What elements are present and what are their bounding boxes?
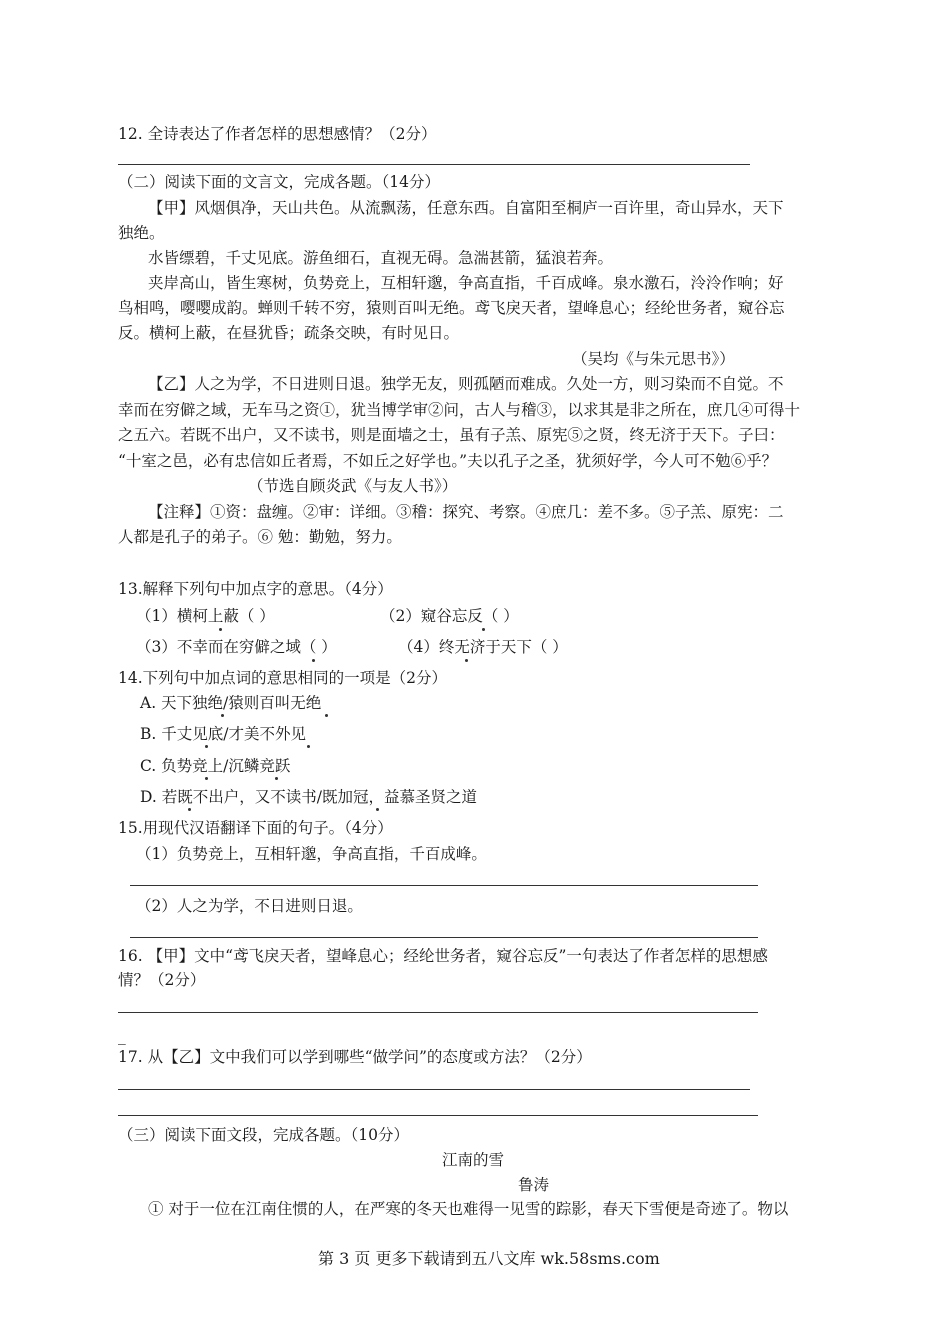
article-paragraph: ① 对于一位在江南住惯的人，在严寒的冬天也难得一见雪的踪影，春天下雪便是奇迹了。物以 (148, 1200, 789, 1218)
question-13-stem: 13.解释下列句中加点字的意思。（4分） (118, 580, 393, 598)
q13-item-2: （2）窥谷忘反（ ） (380, 607, 519, 625)
jia-line: 独绝。 (118, 224, 165, 242)
q13-item-4: （4）终无济于天下（ ） (398, 638, 568, 656)
emphasis-dot (312, 659, 315, 662)
answer-line (118, 1012, 758, 1013)
question-15-stem: 15.用现代汉语翻译下面的句子。（4分） (118, 819, 393, 837)
yi-line: “十室之邑，必有忠信如丘者焉，不如丘之好学也。”夫以孔子之圣，犹须好学，今人可不勉⑥乎？ (118, 452, 778, 470)
article-title: 江南的雪 (442, 1151, 505, 1169)
q14-option-b: B. 千丈见底/才美不外见 (140, 725, 306, 743)
yi-line: 幸而在穷僻之域，无车马之资①，犹当博学审②问，古人与稽③，以求其是非之所在，庶几④可得十 (118, 401, 801, 419)
yi-line: 之五六。若既不出户，又不读书，则是面墙之士，虽有子羔、原宪⑤之贤，终无济于天下。子曰： (118, 426, 785, 444)
yi-line: 【乙】人之为学，不日进则日退。独学无友，则孤陋而难成。久处一方，则习染而不自觉。不 (148, 375, 784, 393)
jia-source: （吴均《与朱元思书》） (572, 350, 735, 368)
emphasis-dot (482, 628, 485, 631)
question-17: 17. 从【乙】文中我们可以学到哪些“做学问”的态度或方法？（2分） (118, 1048, 592, 1066)
notes-line: 【注释】①资：盘缠。②审：详细。③稽：探究、考察。④庶几：差不多。⑤子羔、原宪：二 (148, 503, 784, 521)
answer-line (130, 937, 758, 938)
article-author: 鲁涛 (518, 1176, 550, 1194)
q13-item-3: （3）不幸而在穷僻之域（ ） (136, 638, 337, 656)
q15-sentence-1: （1）负势竞上，互相轩邈，争高直指，千百成峰。 (136, 845, 487, 863)
answer-line (118, 164, 750, 165)
q14-option-d: D. 若既不出户，又不读书/既加冠，益慕圣贤之道 (140, 788, 477, 806)
question-12: 12. 全诗表达了作者怎样的思想感情？（2分） (118, 125, 437, 143)
jia-line: 【甲】风烟俱净，天山共色。从流飘荡，任意东西。自富阳至桐庐一百许里，奇山异水，天下 (148, 199, 784, 217)
emphasis-dot (188, 808, 191, 811)
q14-option-c: C. 负势竞上/沉鳞竞跃 (140, 757, 291, 775)
jia-line: 鸟相鸣，嘤嘤成韵。蝉则千转不穷，猿则百叫无绝。鸢飞戾天者，望峰息心；经纶世务者，窥谷忘 (118, 299, 785, 317)
question-16-cont: 情？（2分） (118, 971, 206, 989)
notes-line: 人都是孔子的弟子。⑥ 勉：勤勉，努力。 (118, 528, 402, 546)
section-2-heading: （二）阅读下面的文言文，完成各题。（14分） (118, 173, 440, 191)
emphasis-dot (219, 628, 222, 631)
emphasis-dot (221, 714, 224, 717)
yi-source: （节选自顾炎武《与友人书》） (248, 477, 458, 495)
question-14-stem: 14.下列句中加点词的意思相同的一项是（2分） (118, 669, 448, 687)
q15-sentence-2: （2）人之为学，不日进则日退。 (136, 897, 363, 915)
emphasis-dot (275, 777, 278, 780)
page-footer: 第 3 页 更多下载请到五八文库 wk.58sms.com (318, 1249, 660, 1268)
answer-line (130, 885, 758, 886)
q14-option-a: A. 天下独绝/猿则百叫无绝 (140, 694, 322, 712)
jia-line: 夹岸高山，皆生寒树，负势竞上，互相轩邈，争高直指，千百成峰。泉水激石，泠泠作响；好 (148, 274, 784, 292)
emphasis-dot (465, 659, 468, 662)
jia-line: 水皆缥碧，千丈见底。游鱼细石，直视无碍。急湍甚箭，猛浪若奔。 (148, 249, 614, 267)
emphasis-dot (307, 745, 310, 748)
stray-underscore: _ (118, 1027, 126, 1045)
answer-line (118, 1089, 750, 1090)
emphasis-dot (376, 808, 379, 811)
emphasis-dot (205, 777, 208, 780)
jia-line: 反。横柯上蔽，在昼犹昏；疏条交映，有时见日。 (118, 324, 460, 342)
answer-line (118, 1115, 758, 1116)
emphasis-dot (205, 745, 208, 748)
section-3-heading: （三）阅读下面文段，完成各题。（10分） (118, 1126, 409, 1144)
q13-item-1: （1）横柯上蔽（ ） (136, 607, 275, 625)
question-16: 16. 【甲】文中“鸢飞戾天者，望峰息心；经纶世务者，窥谷忘反”一句表达了作者怎样的思想感 (118, 947, 768, 965)
emphasis-dot (325, 714, 328, 717)
